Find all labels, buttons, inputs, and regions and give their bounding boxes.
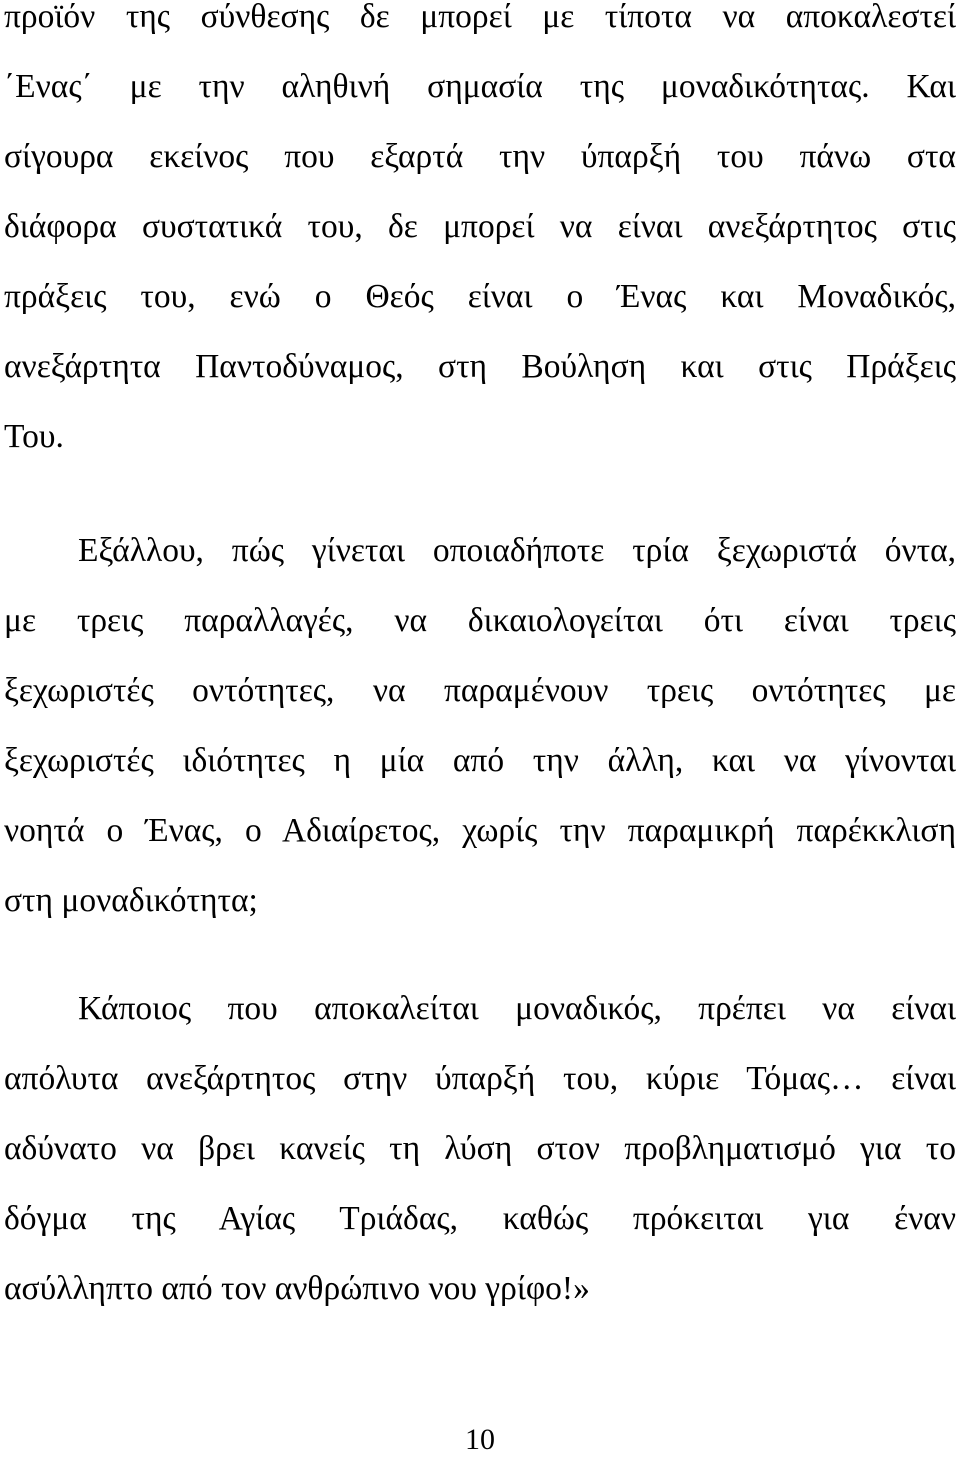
text-line: Κάποιος που αποκαλείται μοναδικός, πρέπει να είναι [78,990,956,1027]
text-line: προϊόν της σύνθεσης δε μπορεί με τίποτα να αποκαλεστεί [4,0,956,35]
text-line: στη μοναδικότητα; [4,882,258,919]
text-line: ξεχωριστές οντότητες, να παραμένουν τρεις οντότητες με [4,672,956,709]
text-line: πράξεις του, ενώ ο Θεός είναι ο Ένας και Μοναδικός, [4,278,956,315]
text-line: με τρεις παραλλαγές, να δικαιολογείται ότι είναι τρεις [4,602,956,639]
text-line: Του. [4,418,64,455]
text-line: Εξάλλου, πώς γίνεται οποιαδήποτε τρία ξεχωριστά όντα, [78,532,956,569]
text-line: δόγμα της Αγίας Τριάδας, καθώς πρόκειται για έναν [4,1200,956,1237]
text-line: νοητά ο Ένας, ο Αδιαίρετος, χωρίς την παραμικρή παρέκκλιση [4,812,956,849]
page-number: 10 [465,1423,495,1456]
text-line: αδύνατο να βρει κανείς τη λύση στον προβληματισμό για το [4,1130,956,1167]
text-line: ασύλληπτο από τον ανθρώπινο νου γρίφο!» [4,1270,590,1307]
text-line: διάφορα συστατικά του, δε μπορεί να είναι ανεξάρτητος στις [4,208,956,245]
text-line: ανεξάρτητα Παντοδύναμος, στη Βούληση και στις Πράξεις [4,348,956,385]
text-line: απόλυτα ανεξάρτητος στην ύπαρξή του, κύριε Τόμας… είναι [4,1060,956,1097]
text-line: σίγουρα εκείνος που εξαρτά την ύπαρξή του πάνω στα [4,138,956,175]
text-line: ξεχωριστές ιδιότητες η μία από την άλλη, και να γίνονται [4,742,956,779]
text-line: ΄Ενας΄ με την αληθινή σημασία της μοναδικότητας. Και [4,68,956,105]
